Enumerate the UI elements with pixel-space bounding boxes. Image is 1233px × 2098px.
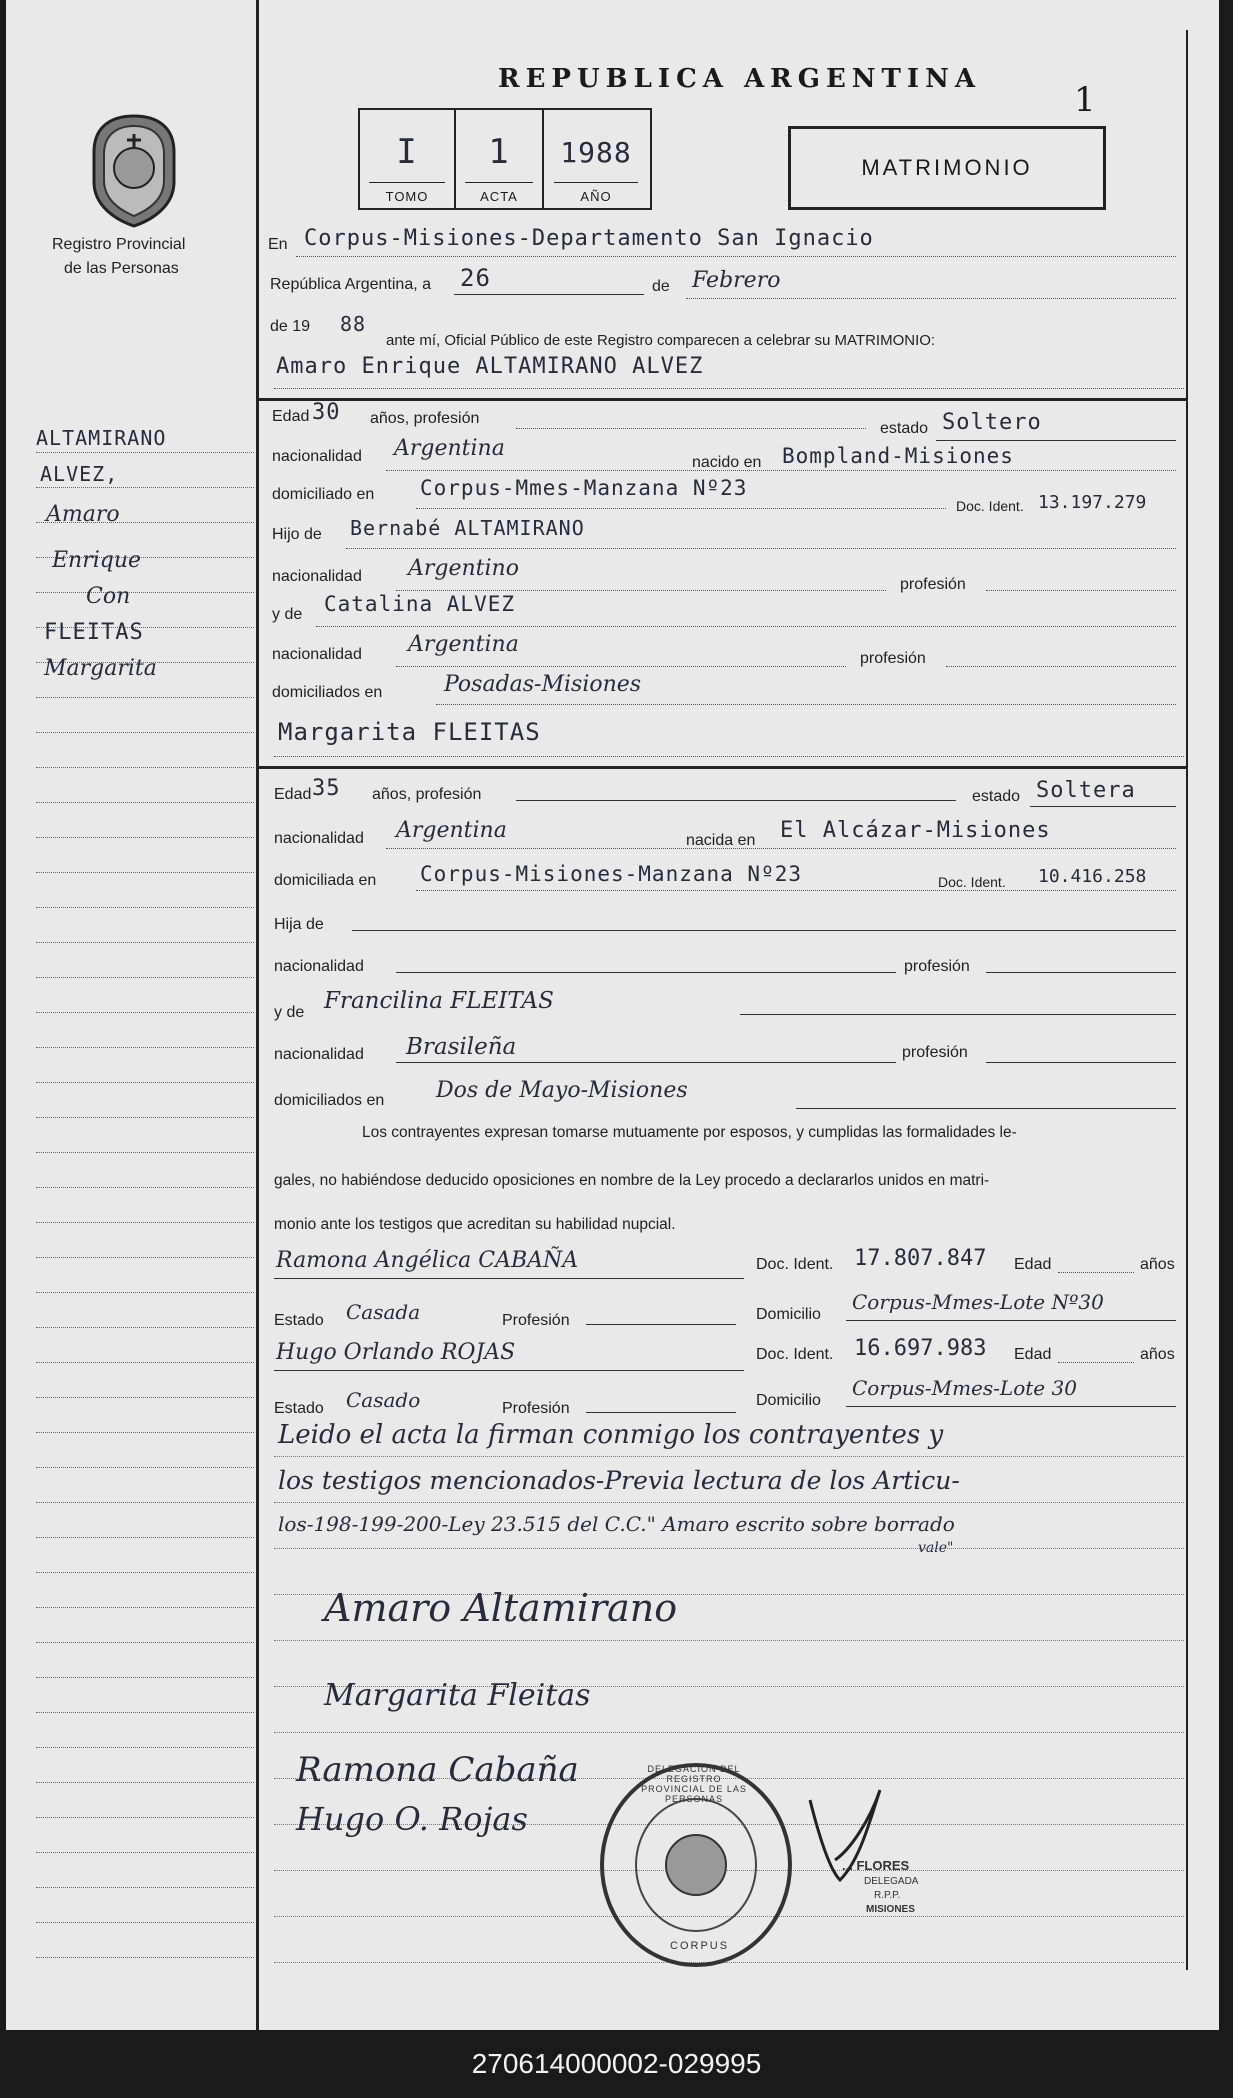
witness2-anios-label: años: [1140, 1346, 1175, 1363]
groom-birthplace: Bompland-Misiones: [782, 444, 1014, 468]
witness2-domicile: Corpus-Mmes-Lote 30: [852, 1376, 1077, 1400]
bride-edad-label: Edad: [274, 786, 312, 803]
bride-father-prof-label: profesión: [904, 958, 970, 975]
groom-estado: Soltero: [942, 410, 1042, 435]
day-value: 26: [460, 264, 491, 292]
provincial-seal-logo: [86, 112, 182, 228]
margin-separator: [256, 0, 259, 2030]
groom-signature: Amaro Altamirano: [324, 1586, 678, 1630]
month-de-label: de: [652, 278, 670, 295]
closing-line3: los-198-199-200-Ley 23.515 del C.C." Amaro escrito sobre borrado: [278, 1512, 955, 1536]
anio-label: AÑO: [580, 189, 612, 204]
groom-age: 30: [312, 400, 341, 425]
place-value: Corpus-Misiones-Departamento San Ignacio: [304, 226, 874, 251]
closing-line4: vale": [918, 1540, 954, 1556]
margin-note-line7: Margarita: [44, 656, 157, 681]
groom-mother-nat: Argentina: [408, 632, 519, 657]
bride-domiciliada-label: domiciliada en: [274, 872, 377, 889]
witness1-estado: Casada: [346, 1300, 421, 1324]
registry-name-line2: de las Personas: [64, 260, 179, 277]
officer-stamp-line2: DELEGADA: [864, 1876, 919, 1887]
groom-mother-prof-label: profesión: [860, 650, 926, 667]
bride-yde-label: y de: [274, 1004, 305, 1021]
bride-estado: Soltera: [1036, 778, 1136, 803]
witness1-domicile: Corpus-Mmes-Lote Nº30: [852, 1290, 1104, 1314]
groom-edad-label: Edad: [272, 408, 310, 425]
groom-doc-label: Doc. Ident.: [956, 498, 1024, 514]
bride-signature: Margarita Fleitas: [324, 1678, 591, 1713]
page-number: 1: [1074, 80, 1096, 120]
bride-divider: [259, 766, 1186, 769]
groom-divider: [259, 398, 1186, 401]
margin-note-line6: FLEITAS: [44, 620, 144, 645]
bride-mother-prof-label: profesión: [902, 1044, 968, 1061]
witness1-estado-label: Estado: [274, 1312, 324, 1329]
declaration-line1: Los contrayentes expresan tomarse mutuamente por esposos, y cumplidas las formalidades le-: [362, 1124, 1017, 1141]
witness2-edad-label: Edad: [1014, 1346, 1052, 1363]
officer-stamp-line3: R.P.P.: [874, 1890, 901, 1901]
year-suffix: 88: [340, 312, 367, 336]
tomo-cell: [360, 110, 456, 208]
groom-father: Bernabé ALTAMIRANO: [350, 516, 585, 540]
witness2-domicilio-label: Domicilio: [756, 1392, 821, 1409]
year-prefix: de 19: [270, 318, 311, 335]
tomo-value: I: [396, 132, 418, 172]
volume-box: [358, 108, 652, 210]
round-seal-bottom: CORPUS: [670, 1940, 730, 1952]
witness2-profesion-label: Profesión: [502, 1400, 570, 1417]
witness2-doc: 16.697.983: [854, 1336, 987, 1361]
bride-nacida-label: nacida en: [686, 832, 756, 849]
witness1-doc: 17.807.847: [854, 1246, 987, 1271]
bride-hija-label: Hija de: [274, 916, 324, 933]
country-title: REPUBLICA ARGENTINA: [498, 64, 982, 94]
witness2-signature: Hugo O. Rojas: [296, 1800, 528, 1838]
anio-cell: [544, 110, 648, 208]
groom-parents-dom: Posadas-Misiones: [444, 672, 642, 697]
acta-value: 1: [488, 132, 510, 172]
bride-name: Margarita FLEITAS: [278, 718, 541, 746]
certificate-page: [6, 0, 1219, 2030]
groom-father-nat: Argentino: [408, 556, 519, 581]
bride-doc: 10.416.258: [1038, 866, 1147, 887]
witness1-anios-label: años: [1140, 1256, 1175, 1273]
bride-father-nat-label: nacionalidad: [274, 958, 364, 975]
declaration-line2: gales, no habiéndose deducido oposiciones en nombre de la Ley procedo a declararlos unidos en matri-: [274, 1172, 990, 1189]
groom-parents-dom-label: domiciliados en: [272, 684, 383, 701]
margin-note-line5: Con: [86, 584, 131, 609]
witness1-edad-label: Edad: [1014, 1256, 1052, 1273]
groom-nacionalidad-label: nacionalidad: [272, 448, 362, 465]
anio-value: 1988: [560, 136, 632, 169]
bride-age: 35: [312, 776, 341, 801]
round-seal-text: DELEGACION DEL REGISTRO PROVINCIAL DE LAS PERSONAS: [641, 1764, 747, 1804]
bride-doc-label: Doc. Ident.: [938, 874, 1006, 890]
margin-note-line2: ALVEZ,: [40, 462, 119, 486]
witness1-doc-label: Doc. Ident.: [756, 1256, 834, 1273]
groom-father-nat-label: nacionalidad: [272, 568, 362, 585]
bride-nationality: Argentina: [396, 818, 507, 843]
tomo-label: TOMO: [385, 189, 429, 204]
groom-father-prof-label: profesión: [900, 576, 966, 593]
bride-mother-nat-label: nacionalidad: [274, 1046, 364, 1063]
ante-text: ante mí, Oficial Público de este Registro comparecen a celebrar su MATRIMONIO:: [386, 332, 936, 349]
bride-nacionalidad-label: nacionalidad: [274, 830, 364, 847]
document-code: 270614000002-029995: [471, 2048, 762, 2079]
registry-name-line1: Registro Provincial: [52, 236, 186, 253]
acta-label: ACTA: [480, 189, 518, 204]
bride-estado-label: estado: [972, 788, 1021, 805]
acta-cell: [456, 110, 544, 208]
witness1-name: Ramona Angélica CABAÑA: [276, 1248, 579, 1273]
en-label: En: [268, 236, 288, 253]
bride-anios-profesion-label: años, profesión: [372, 786, 482, 803]
closing-line1: Leido el acta la firman conmigo los contrayentes y: [278, 1420, 944, 1450]
officer-signature-mark: [800, 1780, 900, 1890]
groom-doc: 13.197.279: [1038, 492, 1147, 513]
groom-domicile: Corpus-Mmes-Manzana Nº23: [420, 476, 748, 500]
officer-stamp-line4: MISIONES: [866, 1904, 915, 1915]
bride-parents-dom: Dos de Mayo-Misiones: [436, 1078, 688, 1103]
closing-line2: los testigos mencionados-Previa lectura de los Articu-: [278, 1466, 960, 1495]
bride-birthplace: El Alcázar-Misiones: [780, 818, 1051, 843]
groom-estado-label: estado: [880, 420, 929, 437]
bride-mother-nat: Brasileña: [406, 1034, 517, 1060]
republica-label: República Argentina, a: [270, 276, 431, 293]
groom-anios-profesion-label: años, profesión: [370, 410, 480, 427]
groom-nacido-label: nacido en: [692, 454, 762, 471]
witness1-domicilio-label: Domicilio: [756, 1306, 821, 1323]
witness1-profesion-label: Profesión: [502, 1312, 570, 1329]
witness2-estado-label: Estado: [274, 1400, 324, 1417]
groom-mother-nat-label: nacionalidad: [272, 646, 362, 663]
bride-mother: Francilina FLEITAS: [324, 988, 554, 1014]
witness2-estado: Casado: [346, 1388, 421, 1412]
witness2-doc-label: Doc. Ident.: [756, 1346, 834, 1363]
act-type-box: MATRIMONIO: [788, 126, 1106, 210]
witness1-signature: Ramona Cabaña: [296, 1750, 579, 1790]
bride-domicile: Corpus-Misiones-Manzana Nº23: [420, 862, 803, 886]
witness2-name: Hugo Orlando ROJAS: [276, 1340, 516, 1365]
groom-domiciliado-label: domiciliado en: [272, 486, 375, 503]
margin-note-line1: ALTAMIRANO: [36, 426, 167, 450]
groom-name: Amaro Enrique ALTAMIRANO ALVEZ: [276, 354, 704, 379]
margin-note-line4: Enrique: [52, 548, 142, 573]
bride-parents-dom-label: domiciliados en: [274, 1092, 385, 1109]
declaration-line3: monio ante los testigos que acreditan su habilidad nupcial.: [274, 1216, 676, 1233]
groom-yde-label: y de: [272, 606, 303, 623]
groom-mother: Catalina ALVEZ: [324, 592, 516, 616]
groom-nationality: Argentina: [394, 436, 505, 461]
month-value: Febrero: [692, 268, 781, 293]
margin-note-line3: Amaro: [46, 502, 120, 527]
groom-hijo-label: Hijo de: [272, 526, 322, 543]
right-border: [1186, 30, 1188, 1970]
officer-stamp-line1: ... FLORES: [842, 1858, 910, 1873]
